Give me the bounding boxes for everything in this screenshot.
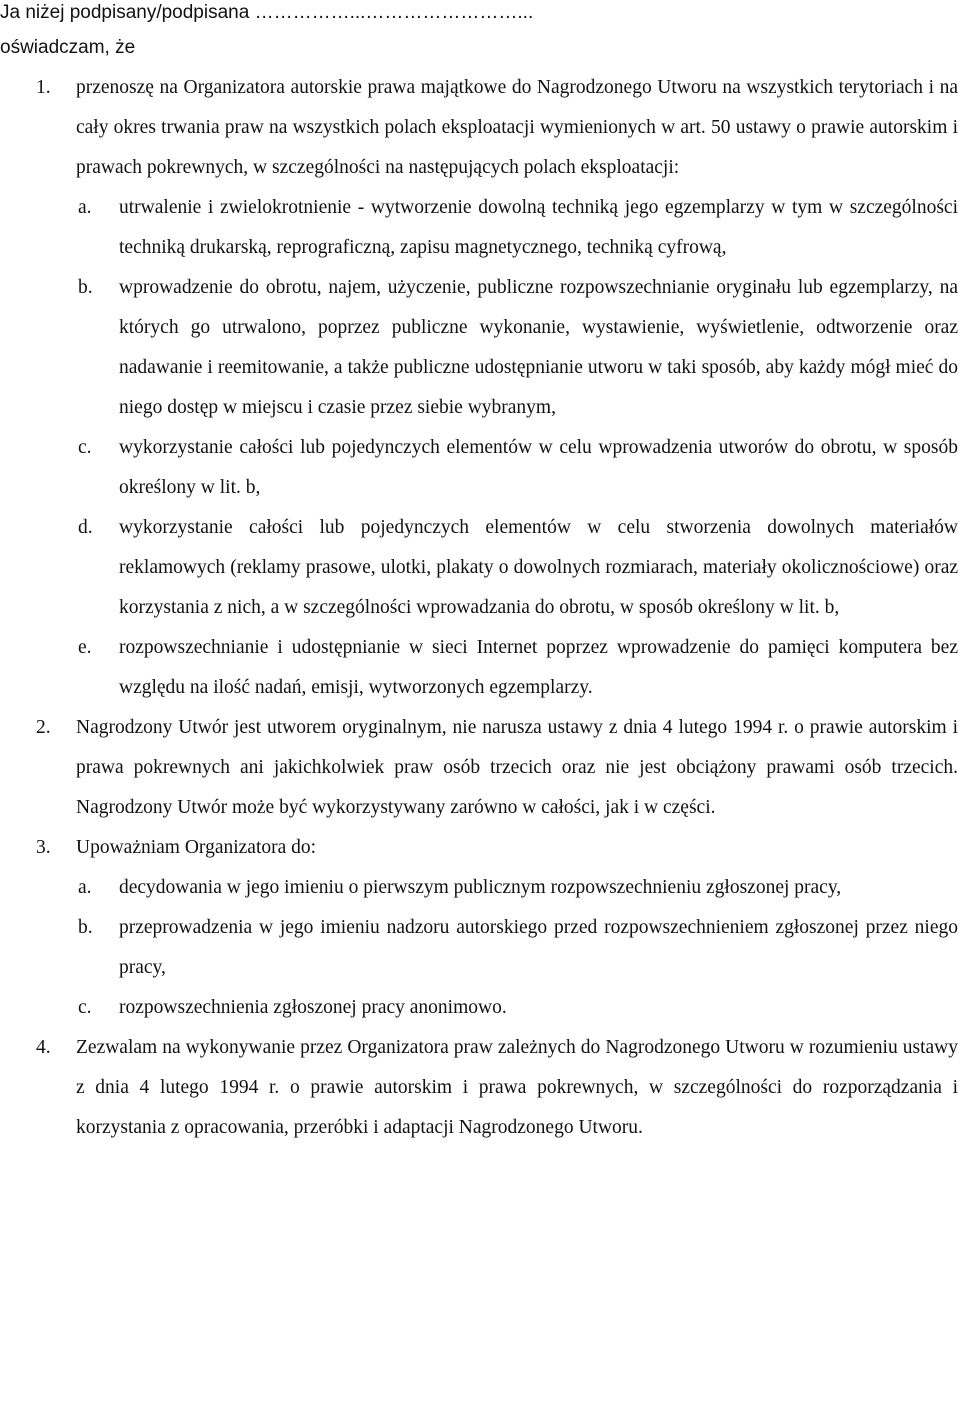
subclause-letter: b.: [78, 917, 93, 938]
subclause-text: utrwalenie i zwielokrotnienie - wytworzenie dowolną techniką jego egzemplarzy w tym w szczególności techniką drukarską, reprograficzną, zapisu magnetycznego, techniką cyfrową,: [119, 197, 958, 258]
clause-number: 3.: [36, 837, 51, 858]
subclause-3c: [0, 988, 958, 1028]
signatory-line: Ja niżej podpisany/podpisana ……………...……………………...: [0, 2, 534, 23]
clause-text: przenoszę na Organizatora autorskie prawa majątkowe do Nagrodzonego Utworu na wszystkich terytoriach i na cały okres trwania praw na wszystkich polach eksploatacji wymienionych w art. 50 ustawy o prawie autorskim i prawach pokrewnych, w szczególności na następujących polach eksploatacji:: [76, 77, 958, 178]
clause-4: [0, 1028, 958, 1148]
subclause-3a: [0, 868, 958, 908]
subclause-text: wprowadzenie do obrotu, najem, użyczenie, publiczne rozpowszechnianie oryginału lub egzemplarzy, na których go utrwalono, poprzez publiczne wykonanie, wystawienie, wyświetlenie, odtworzenie oraz nadawanie i reemitowanie, a także publiczne udostępnianie utworu w taki sposób, aby każdy mógł mieć do niego dostęp w miejscu i czasie przez siebie wybranym,: [119, 277, 958, 418]
subclause-text: wykorzystanie całości lub pojedynczych elementów w celu stworzenia dowolnych materiałów reklamowych (reklamy prasowe, ulotki, plakaty o dowolnych rozmiarach, materiały okolicznościowe) oraz korzystania z nich, a w szczególności wprowadzania do obrotu, w sposób określony w lit. b,: [119, 517, 958, 618]
subclause-letter: a.: [78, 877, 92, 898]
clause-number: 4.: [36, 1037, 51, 1058]
subclause-1b: [0, 268, 958, 428]
subclause-letter: e.: [78, 637, 92, 658]
clause-2: [0, 708, 958, 828]
clause-1: [0, 68, 958, 188]
subclause-1e: [0, 628, 958, 708]
clause-text: Upoważniam Organizatora do:: [76, 837, 317, 858]
subclause-1d: [0, 508, 958, 628]
clause-text: Zezwalam na wykonywanie przez Organizatora praw zależnych do Nagrodzonego Utworu w rozumieniu ustawy z dnia 4 lutego 1994 r. o prawie autorskim i prawa pokrewnych, w szczególności do rozporządzania i korzystania z opracowania, przeróbki i adaptacji Nagrodzonego Utworu.: [76, 1037, 958, 1138]
subclause-letter: d.: [78, 517, 93, 538]
subclause-text: przeprowadzenia w jego imieniu nadzoru autorskiego przed rozpowszechnieniem zgłoszonej przez niego pracy,: [119, 917, 958, 978]
subclause-1c: [0, 428, 958, 508]
subclause-letter: c.: [78, 437, 92, 458]
subclause-letter: c.: [78, 997, 92, 1018]
clause-3: [0, 828, 958, 868]
clause-number: 2.: [36, 717, 51, 738]
declaration-list: [0, 68, 958, 1148]
declaration-intro: oświadczam, że: [0, 37, 136, 58]
subclause-1a: [0, 188, 958, 268]
clause-number: 1.: [36, 77, 51, 98]
subclause-text: wykorzystanie całości lub pojedynczych elementów w celu wprowadzenia utworów do obrotu, w sposób określony w lit. b,: [119, 437, 958, 498]
subclause-letter: b.: [78, 277, 93, 298]
subclause-text: decydowania w jego imieniu o pierwszym publicznym rozpowszechnieniu zgłoszonej pracy,: [119, 877, 842, 898]
subclause-3b: [0, 908, 958, 988]
subclause-letter: a.: [78, 197, 92, 218]
subclause-text: rozpowszechnienia zgłoszonej pracy anonimowo.: [119, 997, 507, 1018]
subclause-text: rozpowszechnianie i udostępnianie w sieci Internet poprzez wprowadzenie do pamięci komputera bez względu na ilość nadań, emisji, wytworzonych egzemplarzy.: [119, 637, 958, 698]
clause-text: Nagrodzony Utwór jest utworem oryginalnym, nie narusza ustawy z dnia 4 lutego 1994 r. o prawie autorskim i prawa pokrewnych ani jakichkolwiek praw osób trzecich oraz nie jest obciążony prawami osób trzecich. Nagrodzony Utwór może być wykorzystywany zarówno w całości, jak i w części.: [76, 717, 958, 818]
